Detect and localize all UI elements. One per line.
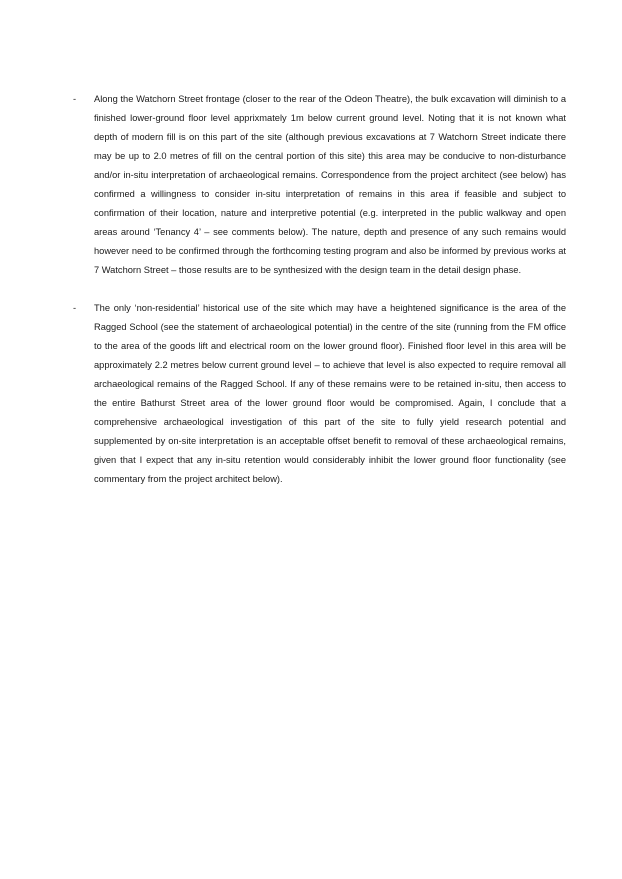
bullet-marker: -: [73, 94, 77, 104]
document-body: [73, 90, 566, 508]
paragraph-text: The only ‘non-residential’ historical use of the site which may have a heightened significance is the area of the Ragged School (see the statement of archaeological potential) in the centre of the site (running from the FM office to the area of the goods lift and electrical room on the lower ground floor). Finished floor level in this area will be approximately 2.2 metres below current ground level – to achieve that level is also expected to require removal all archaeological remains of the Ragged School. If any of these remains were to be retained in-situ, then access to the entire Bathurst Street area of the lower ground floor would be compromised. Again, I conclude that a comprehensive archaeological investigation of this part of the site to fully yield research potential and supplemented by on-site interpretation is an acceptable offset benefit to removal of these archaeological remains, given that I expect that any in-situ retention would considerably inhibit the lower ground floor functionality (see commentary from the project architect below).: [94, 303, 566, 484]
paragraph-text: Along the Watchorn Street frontage (closer to the rear of the Odeon Theatre), the bulk excavation will diminish to a finished lower-ground floor level apprixmately 1m below current ground level. Noting that it is not known what depth of modern fill is on this part of the site (although previous excavations at 7 Watchorn Street indicate there may be up to 2.0 metres of fill on the central portion of this site) this area may be conducive to non-disturbance and/or in-situ interpretation of archaeological remains. Correspondence from the project architect (see below) has confirmed a willingness to consider in-situ interpretation of remains in this area if feasible and subject to confirmation of their location, nature and interpretive potential (e.g. interpreted in the public walkway and open areas around ‘Tenancy 4’ – see comments below). The nature, depth and presence of any such remains would however need to be confirmed through the forthcoming testing program and also be informed by previous works at 7 Watchorn Street – those results are to be synthesized with the design team in the detail design phase.: [94, 94, 566, 275]
bullet-marker: -: [73, 303, 77, 313]
list-item-watchorn-street: [73, 90, 566, 280]
list-item-ragged-school: [73, 299, 566, 489]
